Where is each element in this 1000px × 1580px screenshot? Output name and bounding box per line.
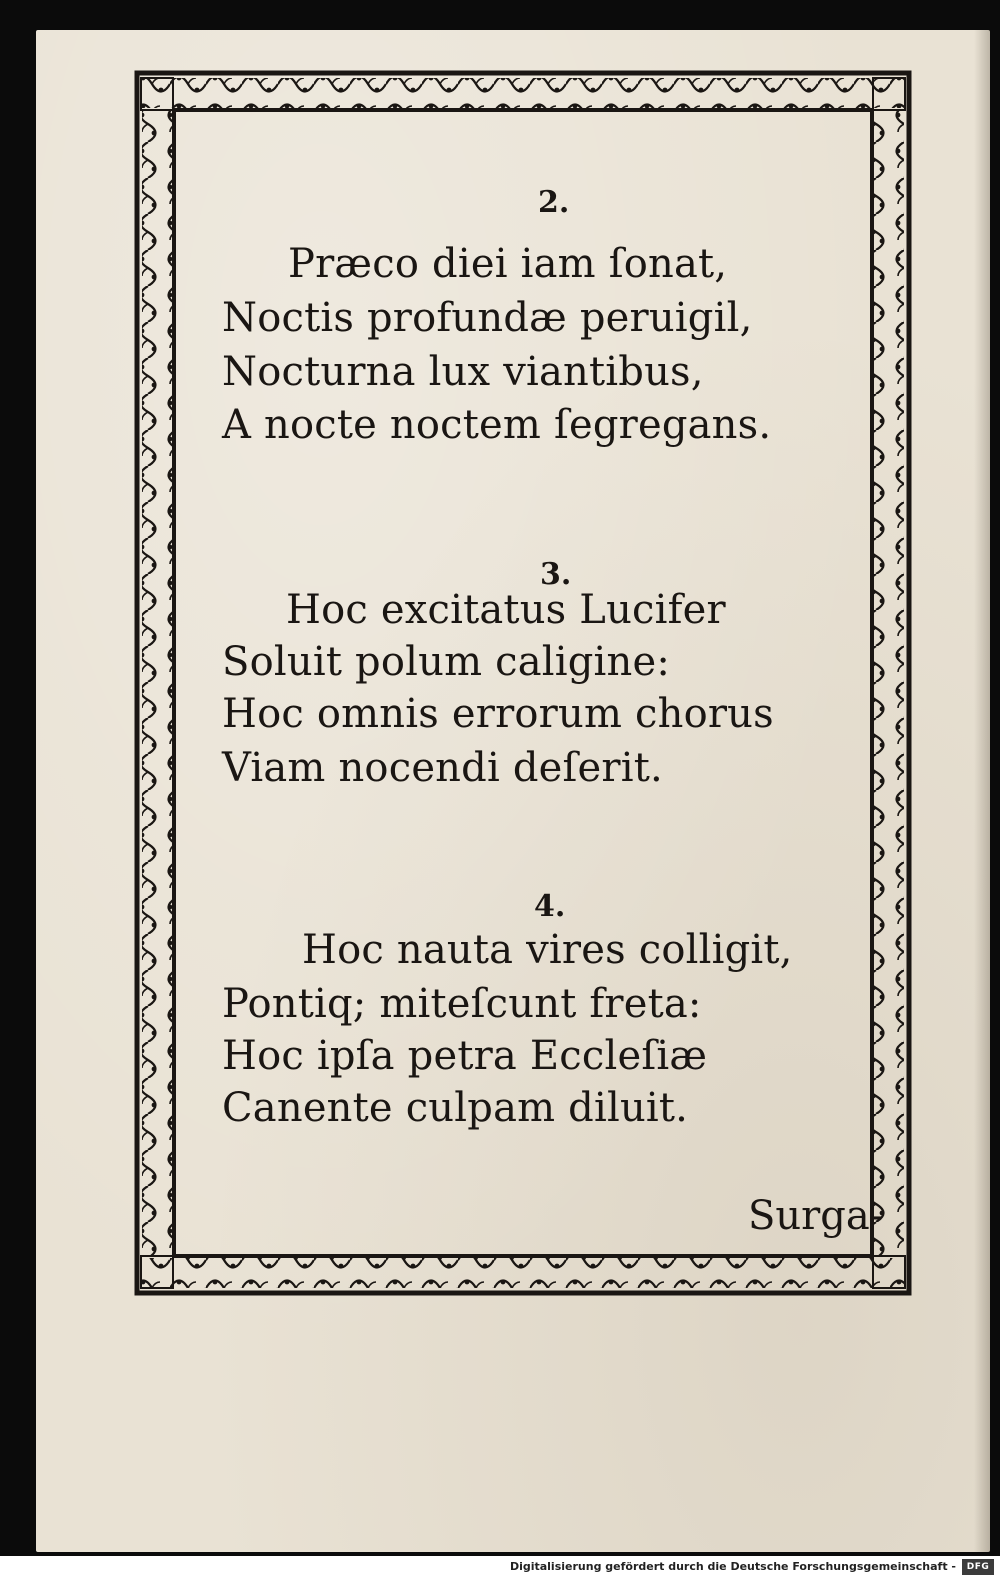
verse-line: Hoc ipſa petra Eccleſiæ bbox=[222, 1033, 708, 1079]
verse-line: Viam nocendi deſerit. bbox=[222, 745, 663, 791]
stanza-number: 2. bbox=[538, 185, 570, 220]
verse-line: Noctis profundæ peruigil, bbox=[222, 295, 753, 341]
digitization-footer bbox=[0, 1556, 1000, 1580]
funding-credit: Digitalisierung gefördert durch die Deutsche Forschungsgemeinschaft - bbox=[509, 1560, 956, 1573]
verse-line: Pontiq; miteſcunt freta: bbox=[222, 981, 702, 1027]
stanza-number: 4. bbox=[534, 889, 566, 924]
verse-line: A nocte noctem ſegregans. bbox=[222, 402, 772, 448]
verse-line: Soluit polum caligine: bbox=[222, 639, 671, 685]
dfg-logo-icon: DFG bbox=[962, 1559, 994, 1575]
stanza-number: 3. bbox=[540, 557, 572, 592]
verse-line: Hoc nauta vires colligit, bbox=[302, 927, 793, 973]
verse-line: Hoc omnis errorum chorus bbox=[222, 691, 774, 737]
verse-line: Canente culpam diluit. bbox=[222, 1085, 689, 1131]
verse-line: Nocturna lux viantibus, bbox=[222, 349, 704, 395]
catchword: Surga- bbox=[748, 1193, 884, 1239]
verse-line: Præco diei iam ſonat, bbox=[288, 241, 728, 287]
verse-line: Hoc excitatus Lucifer bbox=[286, 587, 726, 633]
